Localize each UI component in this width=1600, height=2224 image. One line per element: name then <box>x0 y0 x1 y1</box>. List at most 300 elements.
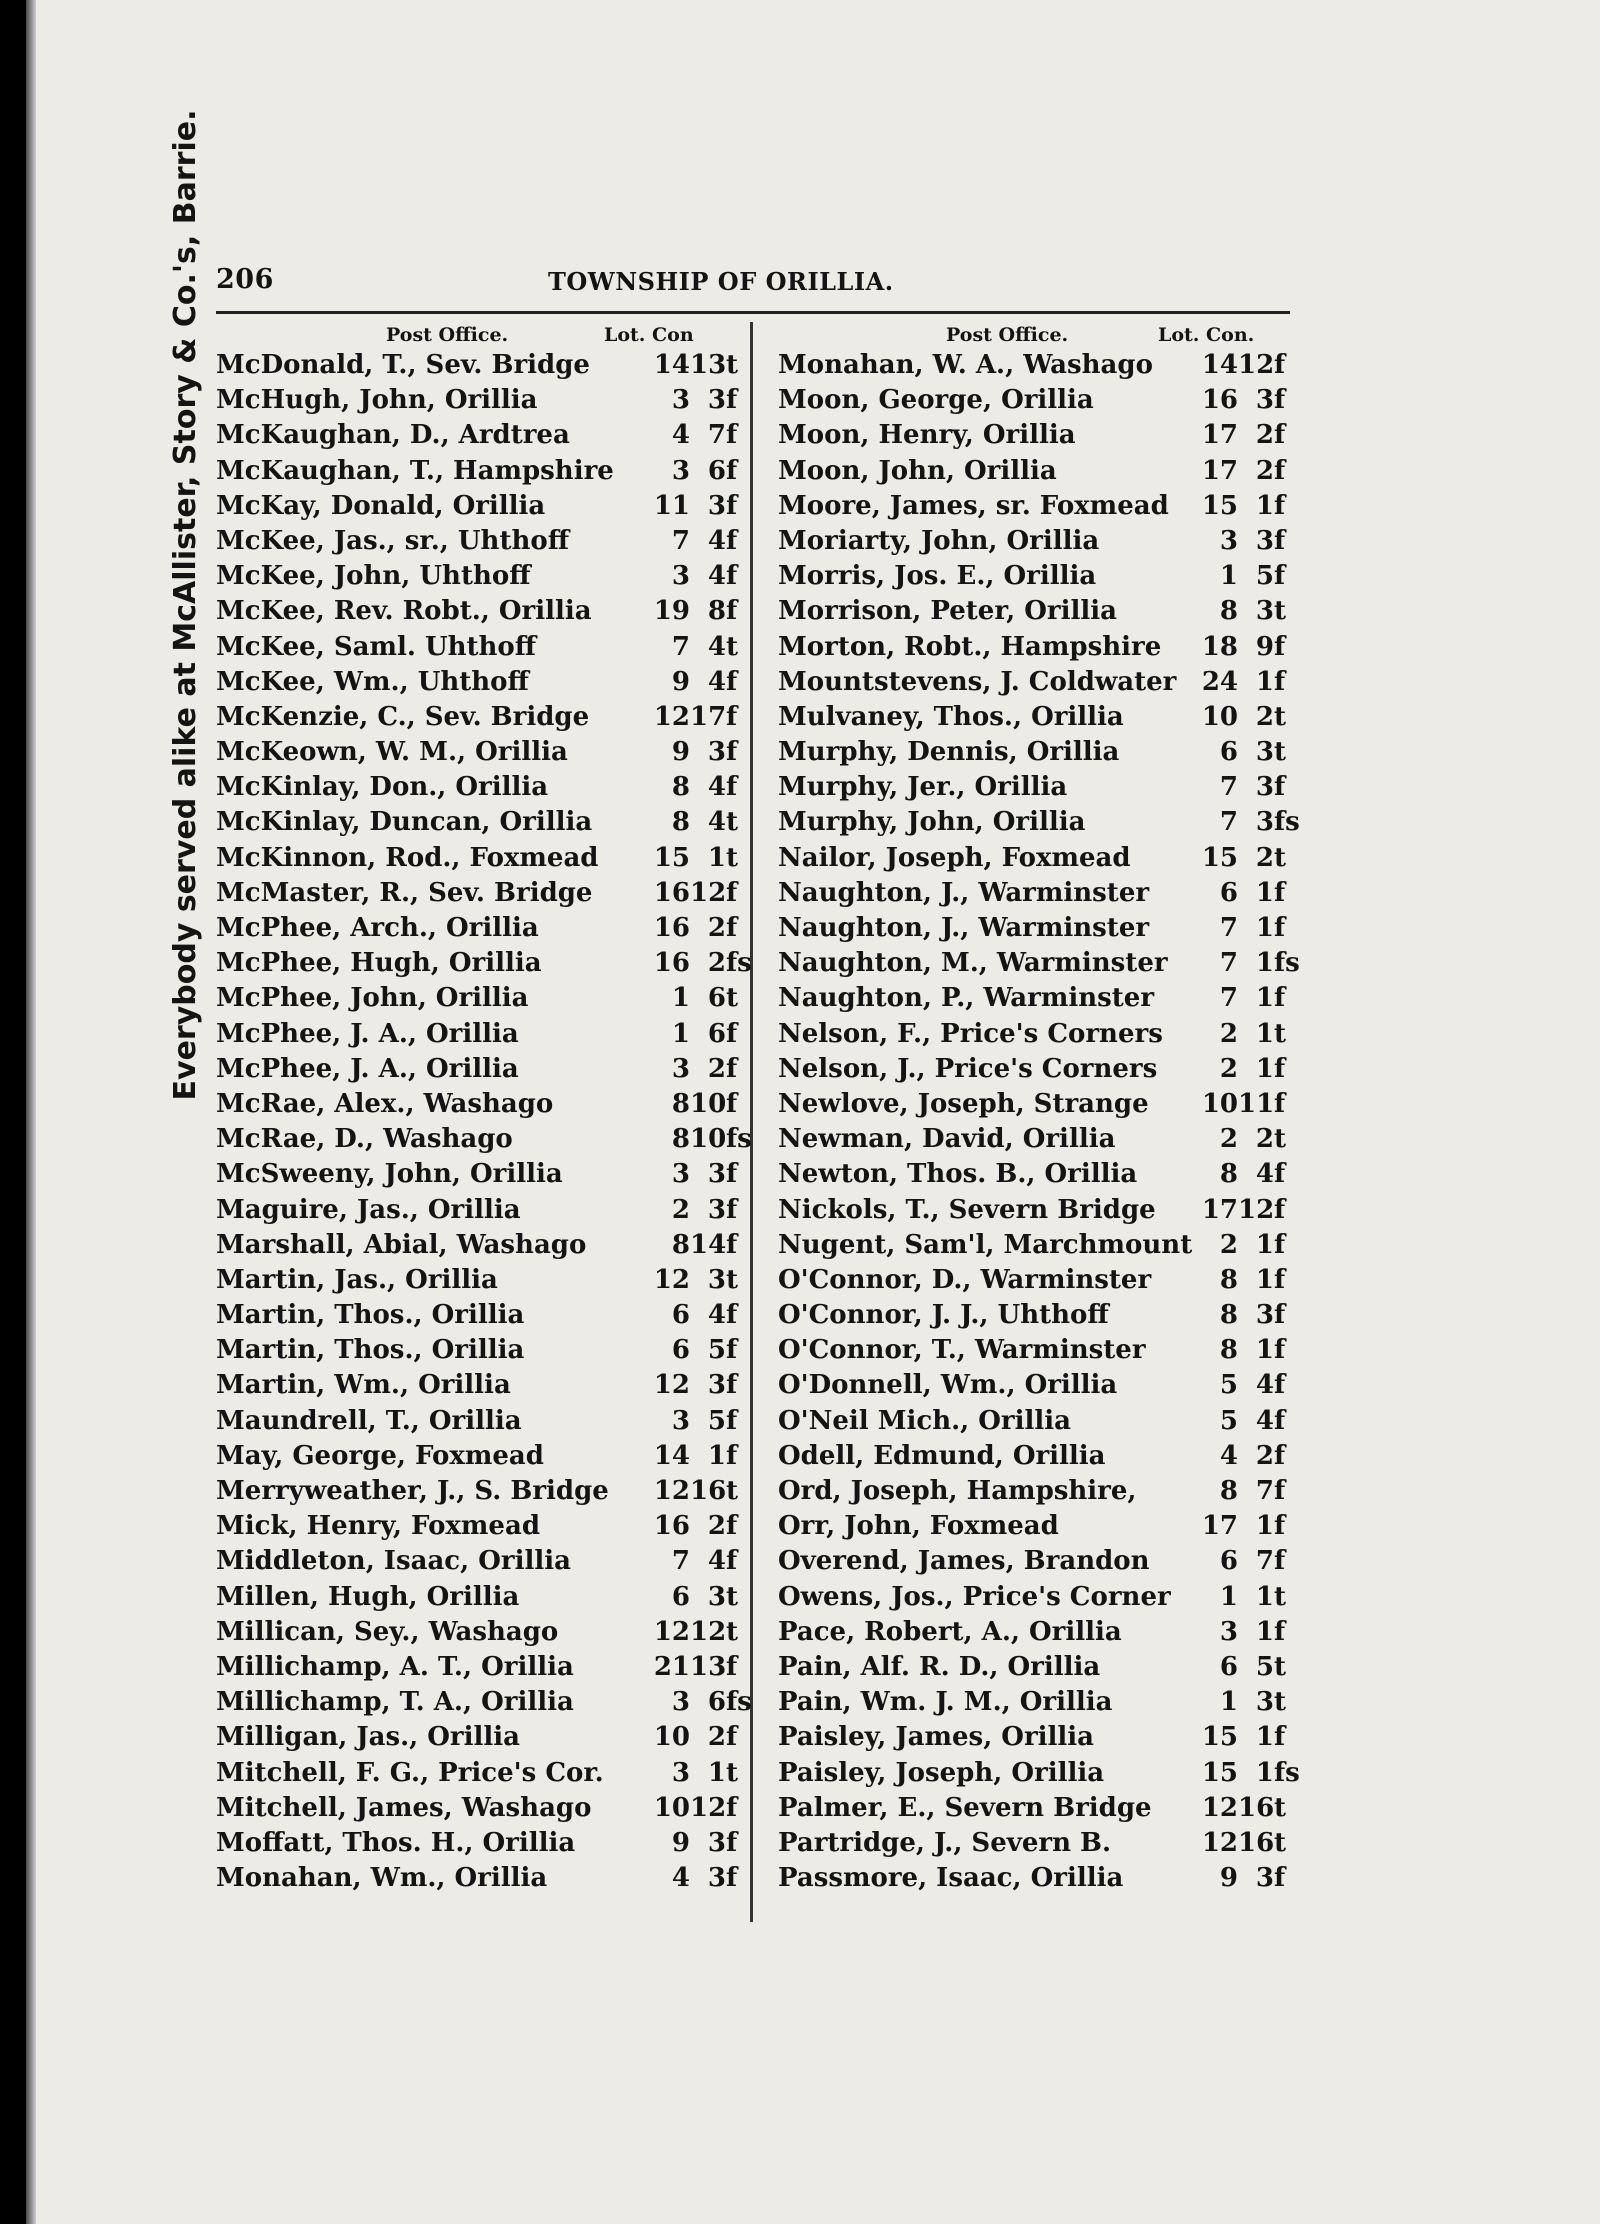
resident-name: Morrison, Peter, Orillia <box>778 596 1117 627</box>
concession-number: 11 <box>1238 1088 1275 1119</box>
lot-number: 15 <box>1201 842 1238 873</box>
concession-number: 5 <box>707 1405 726 1436</box>
tenure-code: f <box>726 1229 738 1260</box>
directory-entry <box>216 1439 750 1474</box>
lot-number: 7 <box>1219 948 1238 979</box>
concession-number: 1 <box>1255 1229 1274 1260</box>
lot-number: 8 <box>1219 1159 1238 1190</box>
lot-number: 6 <box>1219 877 1238 908</box>
tenure-code: t <box>1274 1018 1287 1049</box>
lot-number: 16 <box>653 948 690 979</box>
resident-name: McPhee, Hugh, Orillia <box>216 948 542 979</box>
resident-name: McKee, John, Uhthoff <box>216 561 531 592</box>
lot-number: 9 <box>1219 1863 1238 1894</box>
directory-entry <box>778 454 1298 489</box>
concession-number: 1 <box>1255 1264 1274 1295</box>
tenure-code: t <box>726 631 739 662</box>
directory-entry <box>216 348 750 383</box>
resident-name: Palmer, E., Severn Bridge <box>778 1792 1152 1823</box>
resident-name: McRae, Alex., Washago <box>216 1088 554 1119</box>
resident-name: Millen, Hugh, Orillia <box>216 1581 520 1612</box>
lot-number: 17 <box>1201 1194 1238 1225</box>
resident-name: Overend, James, Brandon <box>778 1546 1150 1577</box>
concession-number: 1 <box>1255 983 1274 1014</box>
lot-number: 12 <box>1201 1827 1238 1858</box>
resident-name: Monahan, W. A., Washago <box>778 350 1153 380</box>
concession-number: 14 <box>690 1229 727 1260</box>
directory-entry <box>778 348 1298 383</box>
directory-entry <box>216 1650 750 1685</box>
tenure-code: f <box>1274 983 1286 1014</box>
concession-number: 2 <box>1255 1440 1274 1471</box>
concession-number: 3 <box>707 490 726 521</box>
tenure-code: f <box>1274 350 1286 380</box>
resident-name: O'Donnell, Wm., Orillia <box>778 1370 1118 1401</box>
tenure-code: fs <box>726 948 752 979</box>
directory-entry <box>778 489 1298 524</box>
resident-name: McPhee, John, Orillia <box>216 983 529 1014</box>
resident-name: Maundrell, T., Orillia <box>216 1405 522 1436</box>
tenure-code: f <box>726 877 738 908</box>
concession-number: 3 <box>1255 596 1274 627</box>
concession-number: 12 <box>1238 1194 1275 1225</box>
resident-name: McHugh, John, Orillia <box>216 385 538 416</box>
tenure-code: t <box>1274 1792 1287 1823</box>
tenure-code: t <box>1274 701 1287 732</box>
tenure-code: f <box>726 525 738 556</box>
concession-number: 1 <box>1255 490 1274 521</box>
tenure-code: f <box>726 420 738 451</box>
tenure-code: t <box>1274 737 1287 768</box>
concession-number: 3 <box>1255 1687 1274 1718</box>
concession-number: 4 <box>1255 1159 1274 1190</box>
directory-entry <box>216 876 750 911</box>
tenure-code: f <box>726 772 738 803</box>
resident-name: Nailor, Joseph, Foxmead <box>778 842 1131 873</box>
tenure-code: f <box>726 701 738 732</box>
tenure-code: f <box>1274 1300 1286 1331</box>
resident-name: Moon, Henry, Orillia <box>778 420 1076 451</box>
lot-number: 8 <box>1219 596 1238 627</box>
directory-entry <box>216 1193 750 1228</box>
directory-entry <box>778 1333 1298 1368</box>
resident-name: Odell, Edmund, Orillia <box>778 1440 1106 1471</box>
concession-number: 3 <box>1255 807 1274 838</box>
concession-number: 3 <box>1255 525 1274 556</box>
resident-name: McKeown, W. M., Orillia <box>216 737 568 768</box>
directory-entry <box>216 1720 750 1755</box>
directory-entry <box>778 700 1298 735</box>
concession-number: 1 <box>1255 1757 1274 1788</box>
tenure-code: t <box>1274 1687 1287 1718</box>
directory-entry <box>216 1052 750 1087</box>
lot-number: 14 <box>1201 350 1238 380</box>
directory-entry <box>778 665 1298 700</box>
resident-name: Nickols, T., Severn Bridge <box>778 1194 1156 1225</box>
resident-name: McKinnon, Rod., Foxmead <box>216 842 599 873</box>
tenure-code: f <box>1274 1264 1286 1295</box>
lot-number: 8 <box>1219 1335 1238 1366</box>
tenure-code: t <box>726 1616 739 1647</box>
tenure-code: f <box>726 666 738 697</box>
resident-name: Nelson, J., Price's Corners <box>778 1053 1158 1084</box>
tenure-code: f <box>1274 666 1286 697</box>
concession-number: 2 <box>1255 842 1274 873</box>
directory-entry <box>216 841 750 876</box>
lot-number: 7 <box>1219 807 1238 838</box>
lot-number: 3 <box>671 561 690 592</box>
concession-number: 1 <box>1255 913 1274 943</box>
resident-name: O'Connor, D., Warminster <box>778 1264 1152 1295</box>
directory-entry <box>778 1756 1298 1791</box>
resident-name: Owens, Jos., Price's Corner <box>778 1581 1171 1612</box>
directory-entry <box>778 876 1298 911</box>
resident-name: Martin, Thos., Orillia <box>216 1300 525 1331</box>
resident-name: Middleton, Isaac, Orillia <box>216 1546 571 1577</box>
directory-entry <box>778 911 1298 946</box>
directory-entry <box>216 1756 750 1791</box>
directory-entry <box>778 841 1298 876</box>
resident-name: Pain, Wm. J. M., Orillia <box>778 1687 1113 1718</box>
lot-number: 3 <box>1219 1616 1238 1647</box>
lot-number: 8 <box>671 1124 690 1155</box>
lot-number: 10 <box>653 1722 690 1753</box>
concession-number: 3 <box>1255 1863 1274 1894</box>
lot-number: 12 <box>653 1264 690 1295</box>
directory-entry <box>216 594 750 629</box>
concession-number: 3 <box>707 1194 726 1225</box>
lot-number: 1 <box>1219 1581 1238 1612</box>
tenure-code: fs <box>726 1124 752 1155</box>
directory-entry <box>778 1439 1298 1474</box>
concession-number: 3 <box>707 1863 726 1894</box>
concession-number: 1 <box>707 1757 726 1788</box>
concession-number: 3 <box>707 1581 726 1612</box>
concession-number: 13 <box>690 350 727 380</box>
directory-entry <box>216 1509 750 1544</box>
tenure-code: t <box>1274 842 1287 873</box>
resident-name: Pain, Alf. R. D., Orillia <box>778 1651 1101 1682</box>
concession-number: 13 <box>690 1651 727 1682</box>
lot-number: 14 <box>653 1440 690 1471</box>
tenure-code: fs <box>726 1687 752 1718</box>
resident-name: Morris, Jos. E., Orillia <box>778 561 1097 592</box>
directory-entry <box>216 1404 750 1439</box>
directory-entry <box>216 1298 750 1333</box>
lot-number: 6 <box>671 1335 690 1366</box>
directory-entry <box>216 1791 750 1826</box>
post-office-heading: Post Office. <box>946 324 1069 346</box>
lot-number: 2 <box>671 1194 690 1225</box>
resident-name: Newman, David, Orillia <box>778 1124 1116 1155</box>
lot-number: 10 <box>1201 1088 1238 1119</box>
directory-entry <box>216 559 750 594</box>
tenure-code: f <box>1274 490 1286 521</box>
resident-name: Murphy, Dennis, Orillia <box>778 737 1120 768</box>
resident-name: Paisley, Joseph, Orillia <box>778 1757 1105 1788</box>
resident-name: Moriarty, John, Orillia <box>778 525 1100 556</box>
tenure-code: f <box>726 1722 738 1753</box>
resident-name: Murphy, Jer., Orillia <box>778 772 1068 803</box>
concession-number: 16 <box>1238 1792 1275 1823</box>
concession-number: 1 <box>707 842 726 873</box>
concession-number: 2 <box>707 1511 726 1542</box>
resident-name: Orr, John, Foxmead <box>778 1511 1059 1542</box>
tenure-code: f <box>1274 420 1286 451</box>
tenure-code: f <box>726 1300 738 1331</box>
directory-entry <box>216 981 750 1016</box>
resident-name: Naughton, J., Warminster <box>778 877 1150 908</box>
concession-number: 12 <box>690 1792 727 1823</box>
header-rule <box>216 311 1290 314</box>
directory-entry <box>778 735 1298 770</box>
directory-entry <box>778 1826 1298 1861</box>
tenure-code: f <box>1274 1335 1286 1366</box>
resident-name: Mitchell, James, Washago <box>216 1792 592 1823</box>
resident-name: O'Neil Mich., Orillia <box>778 1405 1071 1436</box>
directory-entry <box>216 418 750 453</box>
lot-number: 3 <box>671 385 690 416</box>
concession-number: 12 <box>1238 350 1275 380</box>
lot-number: 8 <box>1219 1476 1238 1506</box>
tenure-code: f <box>726 737 738 768</box>
directory-entry <box>216 735 750 770</box>
tenure-code: f <box>1274 631 1286 662</box>
tenure-code: f <box>726 490 738 521</box>
tenure-code: t <box>1274 1124 1287 1155</box>
lot-number: 6 <box>1219 737 1238 768</box>
concession-number: 2 <box>1255 1124 1274 1155</box>
tenure-code: f <box>1274 1546 1286 1577</box>
resident-name: Newlove, Joseph, Strange <box>778 1088 1149 1119</box>
directory-entry <box>216 524 750 559</box>
lot-number: 4 <box>1219 1440 1238 1471</box>
lot-number: 9 <box>671 737 690 768</box>
directory-entry <box>216 946 750 981</box>
concession-number: 10 <box>690 1124 727 1155</box>
lot-number: 8 <box>671 772 690 803</box>
resident-name: O'Connor, J. J., Uhthoff <box>778 1300 1109 1331</box>
directory-entry <box>778 383 1298 418</box>
tenure-code: f <box>726 1827 738 1858</box>
concession-number: 4 <box>707 772 726 803</box>
tenure-code: f <box>726 455 738 486</box>
tenure-code: f <box>1274 1616 1286 1647</box>
tenure-code: t <box>726 1264 739 1295</box>
lot-number: 1 <box>1219 561 1238 592</box>
directory-entry <box>216 1087 750 1122</box>
resident-name: McKinlay, Don., Orillia <box>216 772 549 803</box>
tenure-code: t <box>726 983 739 1014</box>
tenure-code: t <box>1274 1581 1287 1612</box>
tenure-code: f <box>726 1159 738 1190</box>
lot-number: 2 <box>1219 1229 1238 1260</box>
directory-entry <box>778 770 1298 805</box>
tenure-code: t <box>726 1757 739 1788</box>
concession-number: 6 <box>707 983 726 1014</box>
resident-name: Mitchell, F. G., Price's Cor. <box>216 1757 604 1788</box>
tenure-code: f <box>1274 1405 1286 1436</box>
directory-entry <box>778 418 1298 453</box>
tenure-code: f <box>1274 1229 1286 1260</box>
concession-number: 4 <box>707 631 726 662</box>
resident-name: Milligan, Jas., Orillia <box>216 1722 520 1753</box>
concession-number: 4 <box>707 1546 726 1577</box>
running-title: TOWNSHIP OF ORILLIA. <box>548 267 894 296</box>
directory-entry <box>778 1228 1298 1263</box>
directory-entry <box>216 630 750 665</box>
tenure-code: f <box>726 1440 738 1471</box>
concession-number: 3 <box>707 1827 726 1858</box>
resident-name: McKee, Rev. Robt., Orillia <box>216 596 592 627</box>
directory-entry <box>778 1580 1298 1615</box>
tenure-code: f <box>726 1863 738 1894</box>
directory-entry <box>778 1791 1298 1826</box>
tenure-code: f <box>726 1088 738 1119</box>
concession-number: 4 <box>707 666 726 697</box>
directory-entry <box>216 805 750 840</box>
lot-number: 3 <box>671 1405 690 1436</box>
resident-name: Millican, Sey., Washago <box>216 1616 559 1647</box>
directory-entry <box>778 1263 1298 1298</box>
tenure-code: fs <box>1274 948 1300 979</box>
tenure-code: f <box>1274 1511 1286 1542</box>
lot-number: 6 <box>671 1300 690 1331</box>
concession-number: 3 <box>707 737 726 768</box>
resident-name: McKee, Saml. Uhthoff <box>216 631 537 662</box>
lot-number: 7 <box>671 631 690 662</box>
directory-entry <box>216 1685 750 1720</box>
lot-number: 9 <box>671 1827 690 1858</box>
tenure-code: f <box>726 1405 738 1436</box>
concession-number: 17 <box>690 701 727 732</box>
concession-number: 4 <box>707 561 726 592</box>
concession-number: 5 <box>1255 561 1274 592</box>
directory-entry <box>778 1368 1298 1403</box>
left-column-header <box>216 322 750 348</box>
concession-number: 7 <box>707 420 726 451</box>
tenure-code: f <box>1274 913 1286 943</box>
resident-name: McRae, D., Washago <box>216 1124 513 1155</box>
lot-number: 1 <box>671 983 690 1014</box>
resident-name: Marshall, Abial, Washago <box>216 1229 587 1260</box>
lot-number: 15 <box>653 842 690 873</box>
lot-number: 3 <box>671 1159 690 1190</box>
concession-number: 1 <box>1255 1053 1274 1084</box>
lot-number: 17 <box>1201 455 1238 486</box>
directory-entry <box>778 1052 1298 1087</box>
directory-entry <box>216 1228 750 1263</box>
lot-number: 9 <box>671 666 690 697</box>
directory-entry <box>778 805 1298 840</box>
tenure-code: fs <box>1274 1757 1300 1788</box>
directory-entry <box>778 630 1298 665</box>
directory-entry <box>216 665 750 700</box>
left-entry-list <box>216 348 750 1896</box>
post-office-heading: Post Office. <box>386 324 509 346</box>
directory-entry <box>778 946 1298 981</box>
tenure-code: f <box>726 1546 738 1577</box>
lot-number: 15 <box>1201 490 1238 521</box>
lot-con-heading: Lot. Con. <box>1158 324 1255 346</box>
tenure-code: f <box>1274 1722 1286 1753</box>
lot-number: 8 <box>671 1229 690 1260</box>
directory-entry <box>216 454 750 489</box>
directory-entry <box>778 1861 1298 1896</box>
lot-number: 1 <box>1219 1687 1238 1718</box>
directory-entry <box>778 1509 1298 1544</box>
concession-number: 1 <box>1255 1335 1274 1366</box>
tenure-code: f <box>726 385 738 416</box>
concession-number: 16 <box>690 1476 727 1506</box>
lot-number: 3 <box>671 1757 690 1788</box>
lot-number: 16 <box>653 877 690 908</box>
tenure-code: f <box>1274 1159 1286 1190</box>
concession-number: 12 <box>690 1616 727 1647</box>
resident-name: McSweeny, John, Orillia <box>216 1159 563 1190</box>
resident-name: Mick, Henry, Foxmead <box>216 1511 540 1542</box>
concession-number: 3 <box>707 385 726 416</box>
lot-number: 12 <box>653 1476 690 1506</box>
lot-number: 7 <box>671 1546 690 1577</box>
lot-number: 15 <box>1201 1757 1238 1788</box>
directory-entry <box>778 1298 1298 1333</box>
lot-number: 3 <box>671 1687 690 1718</box>
concession-number: 5 <box>1255 1651 1274 1682</box>
resident-name: Millichamp, T. A., Orillia <box>216 1687 574 1718</box>
directory-entry <box>216 911 750 946</box>
side-advertisement: Everybody served alike at McAllister, Story & Co.'s, Barrie. <box>168 109 203 1101</box>
directory-entry <box>216 770 750 805</box>
tenure-code: t <box>726 1476 739 1506</box>
tenure-code: f <box>1274 525 1286 556</box>
directory-entry <box>778 1474 1298 1509</box>
resident-name: Moffatt, Thos. H., Orillia <box>216 1827 576 1858</box>
concession-number: 3 <box>707 1264 726 1295</box>
concession-number: 2 <box>1255 455 1274 486</box>
resident-name: Merryweather, J., S. Bridge <box>216 1476 609 1506</box>
lot-number: 8 <box>1219 1300 1238 1331</box>
resident-name: McDonald, T., Sev. Bridge <box>216 350 590 380</box>
resident-name: Maguire, Jas., Orillia <box>216 1194 521 1225</box>
resident-name: Morton, Robt., Hampshire <box>778 631 1162 662</box>
resident-name: Moon, George, Orillia <box>778 385 1094 416</box>
right-directory-column <box>778 322 1298 1896</box>
concession-number: 7 <box>1255 1546 1274 1577</box>
directory-entry <box>216 1615 750 1650</box>
directory-entry <box>778 1087 1298 1122</box>
directory-entry <box>216 1157 750 1192</box>
directory-entry <box>778 1720 1298 1755</box>
resident-name: McPhee, J. A., Orillia <box>216 1053 519 1084</box>
resident-name: McKee, Wm., Uhthoff <box>216 666 529 697</box>
concession-number: 3 <box>707 1370 726 1401</box>
lot-number: 12 <box>653 701 690 732</box>
tenure-code: f <box>726 1651 738 1682</box>
resident-name: Monahan, Wm., Orillia <box>216 1863 548 1894</box>
lot-con-heading: Lot. Con <box>604 324 694 346</box>
resident-name: Naughton, P., Warminster <box>778 983 1155 1014</box>
lot-number: 14 <box>653 350 690 380</box>
lot-number: 2 <box>1219 1018 1238 1049</box>
tenure-code: f <box>1274 385 1286 416</box>
directory-entry <box>216 1333 750 1368</box>
directory-entry <box>216 1017 750 1052</box>
resident-name: Moore, James, sr. Foxmead <box>778 490 1169 521</box>
resident-name: Pace, Robert, A., Orillia <box>778 1616 1122 1647</box>
lot-number: 6 <box>1219 1651 1238 1682</box>
concession-number: 10 <box>690 1088 727 1119</box>
